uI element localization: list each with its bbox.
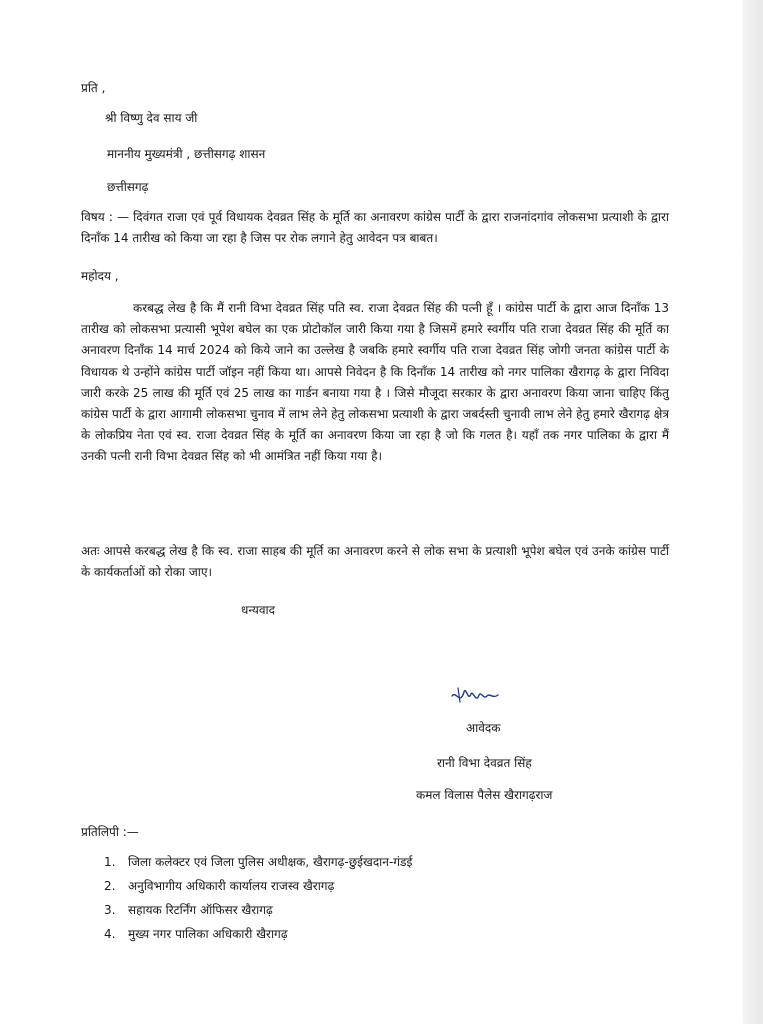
- copy-item-text: मुख्य नगर पालिका अधिकारी खैरागढ़: [128, 927, 288, 941]
- to-label: प्रति ,: [81, 81, 106, 95]
- applicant-label: आवेदक: [466, 721, 501, 735]
- copy-item: [104, 926, 412, 950]
- applicant-name: रानी विभा देवव्रत सिंह: [437, 756, 532, 770]
- request-paragraph: अतः आपसे करबद्ध लेख है कि स्व. राजा साहब की मूर्ति का अनावरण करने से लोक सभा के प्रत्याशी भूपेश बघेल एवं उनके कांग्रेस पार्टी के कार्यकर्ताओं को रोका जाए।: [81, 544, 669, 580]
- copy-item-text: जिला कलेक्टर एवं जिला पुलिस अधीक्षक, खैरागढ़-छुईखदान-गंडई: [128, 855, 413, 869]
- page-edge: [743, 0, 763, 1024]
- recipient-title: माननीय मुख्यमंत्री , छत्तीसगढ़ शासन: [107, 147, 266, 161]
- copy-item-number: 2.: [104, 879, 116, 893]
- copy-item-number: 4.: [104, 927, 116, 941]
- copy-item: [104, 902, 412, 926]
- salutation: महोदय ,: [81, 269, 119, 283]
- signature: [446, 682, 506, 710]
- copy-item-number: 1.: [104, 855, 116, 869]
- copy-item-text: सहायक रिटर्निंग ऑफिसर खैरागढ़: [128, 903, 273, 917]
- recipient-place: छत्तीसगढ़: [107, 180, 149, 194]
- thanks-line: धन्यवाद: [241, 603, 276, 617]
- copy-list: [104, 854, 412, 950]
- copy-item: [104, 878, 412, 902]
- applicant-address: कमल विलास पैलेस खैरागढ़राज: [416, 788, 553, 802]
- subject-line: विषय : — दिवंगत राजा एवं पूर्व विधायक देवव्रत सिंह के मूर्ति का अनावरण कांग्रेस पार्टी के द्वारा राजनांदगांव लोकसभा प्रत्याशी के द्वारा दिनाँक 14 तारीख को किया जा रहा है जिस पर रोक लगाने हेतु आवेदन पत्र बाबत।: [81, 210, 669, 246]
- copy-item-number: 3.: [104, 903, 116, 917]
- recipient-name: श्री विष्णु देव साय जी: [105, 111, 198, 125]
- copy-label: प्रतिलिपी :—: [81, 825, 139, 839]
- copy-item-text: अनुविभागीय अधिकारी कार्यालय राजस्व खैरागढ़: [128, 879, 335, 893]
- letter-body: करबद्ध लेख है कि मैं रानी विभा देवव्रत सिंह पति स्व. राजा देवव्रत सिंह की पत्नी हूँ । कांग्रेस पार्टी के द्वारा आज दिनाँक 13 तारीख को लोकसभा प्रत्यासी भूपेश बघेल का एक प्रोटोकॉल जारी किया गया है जिसमें हमारे स्वर्गीय पति राजा देवव्रत सिंह की मूर्ति का अनावरण दिनाँक 14 मार्च 2024 को किये जाने का उल्लेख है जबकि हमारे स्वर्गीय पति राजा देवव्रत सिंह जोगी जनता कांग्रेस पार्टी के विधायक थे उन्होंने कांग्रेस पार्टी जॉइन नहीं किया था। आपसे निवेदन है कि दिनाँक 14 तारीख को नगर पालिका खैरागढ़ के द्वारा निविदा जारी करके 25 लाख की मूर्ति एवं 25 लाख का गार्डन बनाया गया है । जिसे मौजूदा सरकार के द्वारा अनावरण किया जाना चाहिए किंतु कांग्रेस पार्टी के द्वारा आगामी लोकसभा चुनाव में लाभ लेने हेतु लोकसभा प्रत्याशी के द्वारा जबर्दस्ती चुनावी लाभ लेने हेतु हमारे खैरागढ़ क्षेत्र के लोकप्रिय नेता एवं स्व. राजा देवव्रत सिंह के मूर्ति का अनावरण किया जा रहा है जो कि गलत है। यहाँ तक नगर पालिका के द्वारा मैं उनकी पत्नी रानी विभा देवव्रत सिंह को भी आमंत्रित नहीं किया गया है।: [81, 301, 669, 464]
- copy-item: [104, 854, 412, 878]
